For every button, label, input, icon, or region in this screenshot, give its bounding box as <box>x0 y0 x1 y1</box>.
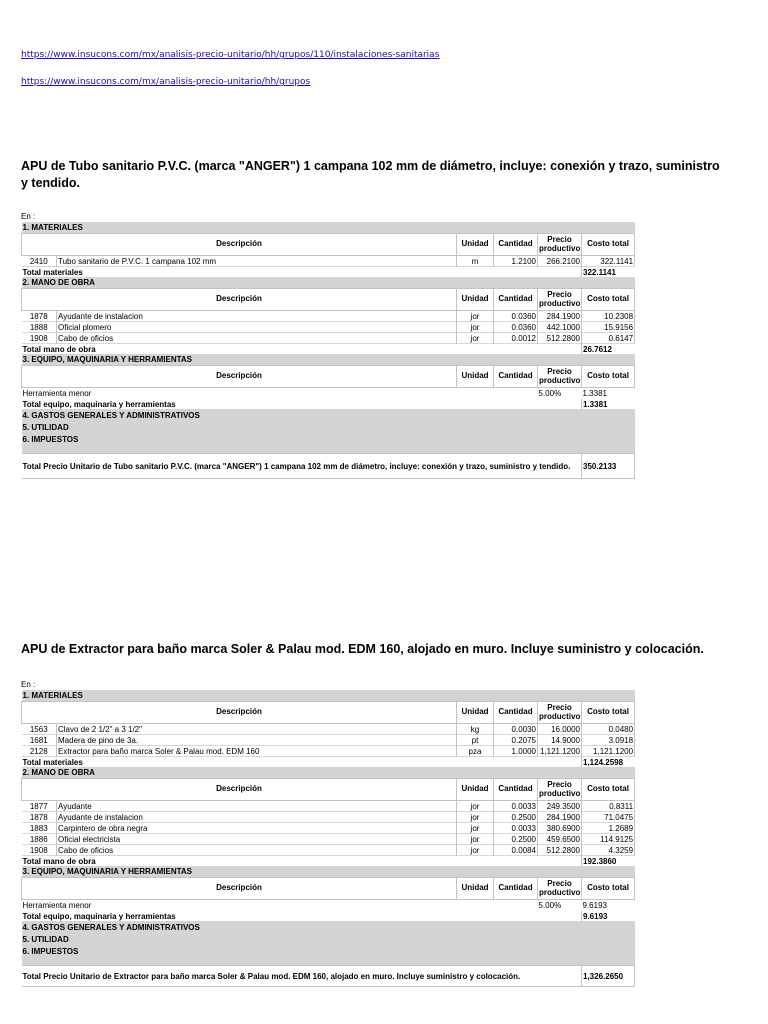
col-header-unidad: Unidad <box>457 878 494 900</box>
section-equipo-label: 3. EQUIPO, MAQUINARIA Y HERRAMIENTAS <box>22 354 635 366</box>
col-header-descripcion: Descripción <box>22 366 457 388</box>
item-unit: pza <box>457 746 494 757</box>
item-code: 1908 <box>29 845 48 855</box>
item-code: 1888 <box>29 322 48 332</box>
item-cost: 3.0918 <box>582 735 635 746</box>
en-label: En : <box>21 680 36 689</box>
item-price: 284.1900 <box>538 812 582 823</box>
item-unit: jor <box>457 812 494 823</box>
total-precio-unitario-value: 1,326.2650 <box>582 966 635 987</box>
item-code: 1878 <box>29 311 48 321</box>
item-quantity: 0.0033 <box>494 801 538 812</box>
equipo-row <box>22 900 635 912</box>
col-header-descripcion: Descripción <box>22 289 457 311</box>
col-header-descripcion: Descripción <box>22 779 457 801</box>
total-materiales-label: Total materiales <box>22 267 83 277</box>
section-gastos <box>22 921 635 933</box>
item-quantity: 0.2075 <box>494 735 538 746</box>
impuestos-label: 6. IMPUESTOS <box>22 433 635 445</box>
item-description: Oficial electricista <box>57 834 457 845</box>
item-cost: 114.9125 <box>582 834 635 845</box>
item-price: 512.2800 <box>538 845 582 856</box>
section-impuestos <box>22 433 635 445</box>
link-grupos[interactable]: https://www.insucons.com/mx/analisis-precio-unitario/hh/grupos <box>21 77 311 87</box>
section-mano-de-obra-label: 2. MANO DE OBRA <box>22 277 635 289</box>
item-unit: jor <box>457 845 494 856</box>
col-header-cantidad: Cantidad <box>494 366 538 388</box>
section-mano-de-obra <box>22 277 635 289</box>
item-price: 284.1900 <box>538 311 582 322</box>
item-description: Ayudante <box>57 801 457 812</box>
table-row <box>22 735 635 746</box>
column-header-row <box>22 289 635 311</box>
item-unit: jor <box>457 322 494 333</box>
col-header-precio: Precio productivo <box>538 702 582 724</box>
total-precio-unitario-value: 350.2133 <box>582 454 635 479</box>
item-quantity: 0.0030 <box>494 724 538 735</box>
table-row <box>22 845 635 856</box>
link-instalaciones-sanitarias[interactable]: https://www.insucons.com/mx/analisis-precio-unitario/hh/grupos/110/instalaciones-sanitarias <box>21 50 440 60</box>
item-description: Ayudante de instalacion <box>57 812 457 823</box>
item-price: 16.0000 <box>538 724 582 735</box>
apu1-block <box>21 212 634 479</box>
total-precio-unitario <box>22 966 635 987</box>
item-code: 1877 <box>29 801 48 811</box>
total-mano-de-obra-label: Total mano de obra <box>22 856 96 866</box>
equipo-description: Herramienta menor <box>22 389 92 398</box>
total-materiales-value: 322.1141 <box>582 267 635 278</box>
item-unit: pt <box>457 735 494 746</box>
col-header-unidad: Unidad <box>457 289 494 311</box>
total-mano-de-obra-label: Total mano de obra <box>22 344 96 354</box>
item-price: 380.6900 <box>538 823 582 834</box>
total-mano-de-obra-value: 192.3860 <box>582 856 635 867</box>
item-quantity: 0.0033 <box>494 823 538 834</box>
col-header-cantidad: Cantidad <box>494 289 538 311</box>
col-header-costo: Costo total <box>582 878 635 900</box>
item-description: Cabo de oficios <box>57 845 457 856</box>
item-quantity: 0.0360 <box>494 311 538 322</box>
gastos-label: 4. GASTOS GENERALES Y ADMINISTRATIVOS <box>22 409 635 421</box>
section-utilidad <box>22 933 635 945</box>
item-description: Ayudante de instalacion <box>57 311 457 322</box>
section-mano-de-obra <box>22 767 635 779</box>
col-header-descripcion: Descripción <box>22 702 457 724</box>
total-mano-de-obra <box>22 856 635 867</box>
col-header-descripcion: Descripción <box>22 234 457 256</box>
item-code: 2410 <box>29 256 48 266</box>
item-code: 1886 <box>29 834 48 844</box>
apu2-title: APU de Extractor para baño marca Soler & Palau mod. EDM 160, alojado en muro. Incluye suministro y colocación. <box>21 642 704 656</box>
item-cost: 0.8311 <box>582 801 635 812</box>
col-header-precio: Precio productivo <box>538 366 582 388</box>
table-row <box>22 256 635 267</box>
item-price: 1,121.1200 <box>538 746 582 757</box>
equipo-row <box>22 388 635 400</box>
item-unit: jor <box>457 311 494 322</box>
col-header-precio: Precio productivo <box>538 234 582 256</box>
item-cost: 1,121.1200 <box>582 746 635 757</box>
item-cost: 71.0475 <box>582 812 635 823</box>
item-price: 442.1000 <box>538 322 582 333</box>
item-cost: 322.1141 <box>582 256 635 267</box>
table-row <box>22 746 635 757</box>
section-impuestos <box>22 945 635 957</box>
table-row <box>22 834 635 845</box>
total-equipo <box>22 399 635 409</box>
total-equipo-label: Total equipo, maquinaria y herramientas <box>22 911 176 921</box>
item-description: Oficial plomero <box>57 322 457 333</box>
total-materiales-label: Total materiales <box>22 757 83 767</box>
spacer-row <box>22 445 635 454</box>
section-equipo <box>22 866 635 878</box>
table-row <box>22 333 635 344</box>
total-precio-unitario <box>22 454 635 479</box>
col-header-cantidad: Cantidad <box>494 779 538 801</box>
item-price: 512.2800 <box>538 333 582 344</box>
col-header-costo: Costo total <box>582 234 635 256</box>
item-description: Cabo de oficios <box>57 333 457 344</box>
section-materiales <box>22 222 635 234</box>
item-code: 2128 <box>29 746 48 756</box>
column-header-row <box>22 779 635 801</box>
col-header-precio: Precio productivo <box>538 878 582 900</box>
total-precio-unitario-label: Total Precio Unitario de Extractor para baño marca Soler & Palau mod. EDM 160, alojado en muro. Incluye suministro y colocación. <box>22 966 582 987</box>
table-row <box>22 322 635 333</box>
col-header-costo: Costo total <box>582 366 635 388</box>
item-cost: 10.2308 <box>582 311 635 322</box>
col-header-unidad: Unidad <box>457 779 494 801</box>
column-header-row <box>22 366 635 388</box>
en-label: En : <box>21 212 36 221</box>
item-quantity: 0.0360 <box>494 322 538 333</box>
section-materiales-label: 1. MATERIALES <box>22 222 635 234</box>
item-quantity: 0.0084 <box>494 845 538 856</box>
apu2-block <box>21 680 634 987</box>
total-materiales-value: 1,124.2598 <box>582 757 635 768</box>
item-code: 1878 <box>29 812 48 822</box>
item-description: Carpintero de obra negra <box>57 823 457 834</box>
equipo-cost: 9.6193 <box>582 901 607 910</box>
total-equipo <box>22 911 635 921</box>
item-code: 1883 <box>29 823 48 833</box>
table-row <box>22 823 635 834</box>
item-quantity: 0.2500 <box>494 834 538 845</box>
item-unit: m <box>457 256 494 267</box>
item-code: 1563 <box>29 724 48 734</box>
table-row <box>22 812 635 823</box>
total-equipo-value: 1.3381 <box>582 399 635 409</box>
total-equipo-label: Total equipo, maquinaria y herramientas <box>22 399 176 409</box>
utilidad-label: 5. UTILIDAD <box>22 933 635 945</box>
item-cost: 0.6147 <box>582 333 635 344</box>
apu1-title: APU de Tubo sanitario P.V.C. (marca "ANGER") 1 campana 102 mm de diámetro, incluye: conexión y trazo, suministro y tendido. <box>21 159 720 190</box>
spacer-cell <box>22 957 635 966</box>
item-quantity: 1.2100 <box>494 256 538 267</box>
item-price: 249.3500 <box>538 801 582 812</box>
section-mano-de-obra-label: 2. MANO DE OBRA <box>22 767 635 779</box>
item-quantity: 0.0012 <box>494 333 538 344</box>
equipo-percent: 5.00% <box>538 389 562 398</box>
col-header-cantidad: Cantidad <box>494 234 538 256</box>
item-description: Clavo de 2 1/2" a 3 1/2" <box>57 724 457 735</box>
spacer-row <box>22 957 635 966</box>
section-equipo-label: 3. EQUIPO, MAQUINARIA Y HERRAMIENTAS <box>22 866 635 878</box>
col-header-costo: Costo total <box>582 289 635 311</box>
total-equipo-value: 9.6193 <box>582 911 635 921</box>
col-header-unidad: Unidad <box>457 702 494 724</box>
item-price: 459.6500 <box>538 834 582 845</box>
col-header-unidad: Unidad <box>457 366 494 388</box>
item-unit: jor <box>457 333 494 344</box>
col-header-cantidad: Cantidad <box>494 702 538 724</box>
column-header-row <box>22 702 635 724</box>
col-header-costo: Costo total <box>582 702 635 724</box>
item-price: 14.9000 <box>538 735 582 746</box>
table-row <box>22 724 635 735</box>
item-unit: kg <box>457 724 494 735</box>
spacer-cell <box>22 445 635 454</box>
item-description: Extractor para baño marca Soler & Palau mod. EDM 160 <box>57 746 457 757</box>
item-quantity: 0.2500 <box>494 812 538 823</box>
section-equipo <box>22 354 635 366</box>
item-price: 266.2100 <box>538 256 582 267</box>
item-cost: 1.2689 <box>582 823 635 834</box>
item-cost: 15.9156 <box>582 322 635 333</box>
utilidad-label: 5. UTILIDAD <box>22 421 635 433</box>
col-header-descripcion: Descripción <box>22 878 457 900</box>
col-header-costo: Costo total <box>582 779 635 801</box>
section-utilidad <box>22 421 635 433</box>
item-description: Madera de pino de 3a. <box>57 735 457 746</box>
total-precio-unitario-label: Total Precio Unitario de Tubo sanitario P.V.C. (marca "ANGER") 1 campana 102 mm de diámetro, incluye: conexión y trazo, suministro y tendido. <box>22 454 582 479</box>
section-gastos <box>22 409 635 421</box>
table-row <box>22 311 635 322</box>
impuestos-label: 6. IMPUESTOS <box>22 945 635 957</box>
item-cost: 4.3259 <box>582 845 635 856</box>
item-unit: jor <box>457 823 494 834</box>
section-materiales <box>22 690 635 702</box>
item-code: 1908 <box>29 333 48 343</box>
total-mano-de-obra <box>22 344 635 355</box>
total-materiales <box>22 757 635 768</box>
column-header-row <box>22 234 635 256</box>
item-unit: jor <box>457 834 494 845</box>
col-header-precio: Precio productivo <box>538 289 582 311</box>
equipo-cost: 1.3381 <box>582 389 607 398</box>
col-header-precio: Precio productivo <box>538 779 582 801</box>
total-materiales <box>22 267 635 278</box>
total-mano-de-obra-value: 26.7612 <box>582 344 635 355</box>
section-materiales-label: 1. MATERIALES <box>22 690 635 702</box>
gastos-label: 4. GASTOS GENERALES Y ADMINISTRATIVOS <box>22 921 635 933</box>
column-header-row <box>22 878 635 900</box>
item-unit: jor <box>457 801 494 812</box>
table-row <box>22 801 635 812</box>
item-description: Tubo sanitario de P.V.C. 1 campana 102 mm <box>57 256 457 267</box>
item-quantity: 1.0000 <box>494 746 538 757</box>
item-cost: 0.0480 <box>582 724 635 735</box>
col-header-unidad: Unidad <box>457 234 494 256</box>
equipo-percent: 5.00% <box>538 901 562 910</box>
item-code: 1681 <box>29 735 48 745</box>
col-header-cantidad: Cantidad <box>494 878 538 900</box>
equipo-description: Herramienta menor <box>22 901 92 910</box>
